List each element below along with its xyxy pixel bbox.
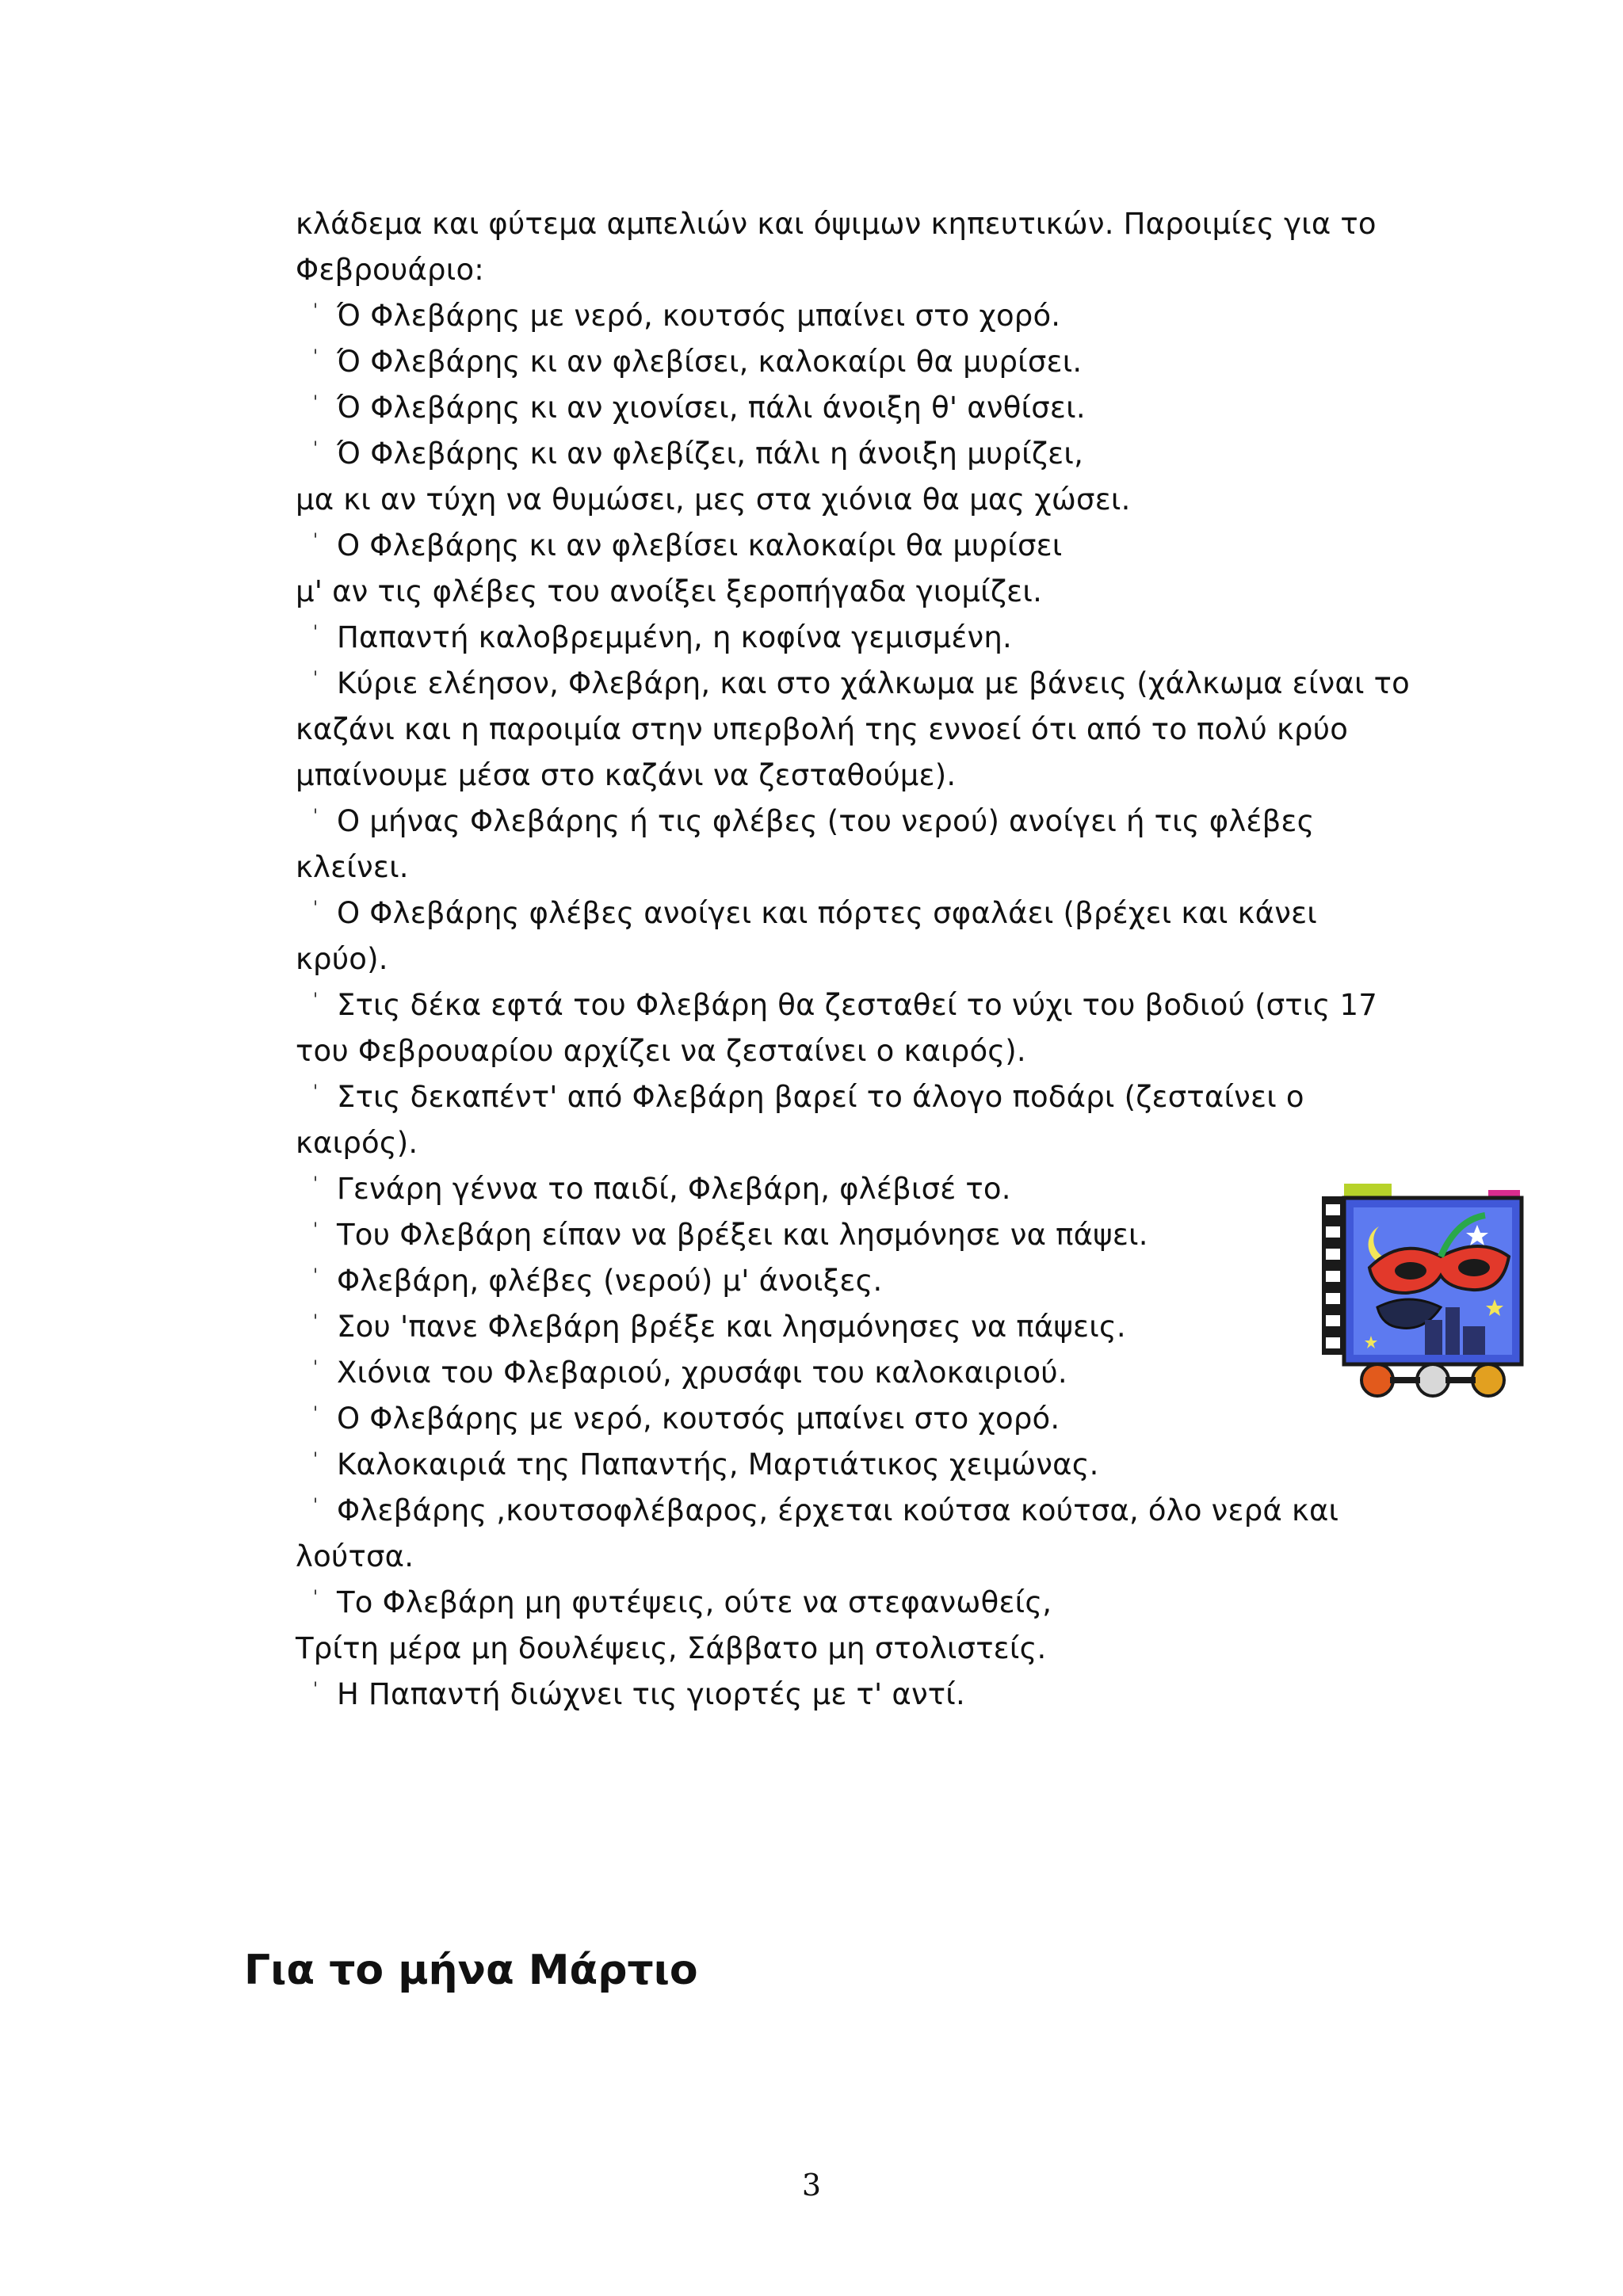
line-text: λούτσα. <box>296 1539 414 1573</box>
proverb-list-item <box>296 385 1405 431</box>
bullet-icon: ' <box>313 1174 319 1194</box>
proverb-list-item <box>296 1304 1405 1350</box>
line-text: Του Φλεβάρη είπαν να βρέξει και λησμόνησε να πάψει. <box>337 1218 1148 1252</box>
text-line <box>296 247 1405 293</box>
line-text: Ο μήνας Φλεβάρης ή τις φλέβες (του νερού) ανοίγει ή τις φλέβες <box>337 804 1315 838</box>
proverb-list-item <box>296 1258 1405 1304</box>
line-text: Στις δεκαπέντ' από Φλεβάρη βαρεί το άλογο ποδάρι (ζεσταίνει ο <box>337 1080 1304 1114</box>
proverb-list-item <box>296 339 1405 385</box>
line-text: μα κι αν τύχη να θυμώσει, μες στα χιόνια θα μας χώσει. <box>296 482 1131 517</box>
bullet-icon: ' <box>313 669 319 688</box>
line-text: κρύο). <box>296 942 388 976</box>
proverb-list-item <box>296 1488 1405 1534</box>
line-text: Ό Φλεβάρης με νερό, κουτσός μπαίνει στο χορό. <box>337 299 1061 333</box>
bullet-icon: ' <box>313 1496 319 1516</box>
bullet-icon: ' <box>313 1358 319 1378</box>
text-line <box>296 569 1405 615</box>
bullet-icon: ' <box>313 301 319 321</box>
bullet-icon: ' <box>313 1266 319 1286</box>
bullet-icon: ' <box>313 898 319 918</box>
bullet-icon: ' <box>313 1220 319 1240</box>
line-text: Ο Φλεβάρης με νερό, κουτσός μπαίνει στο χορό. <box>337 1402 1060 1436</box>
bullet-icon: ' <box>313 1450 319 1470</box>
bullet-icon: ' <box>313 1404 319 1424</box>
bullet-icon: ' <box>313 807 319 826</box>
line-text: μπαίνουμε μέσα στο καζάνι να ζεσταθούμε). <box>296 758 957 792</box>
line-text: κλάδεμα και φύτεμα αμπελιών και όψιμων κηπευτικών. Παροιμίες για το <box>296 207 1377 241</box>
text-line <box>296 201 1405 247</box>
bullet-icon: ' <box>313 393 319 413</box>
line-text: Σου 'πανε Φλεβάρη βρέξε και λησμόνησες να πάψεις. <box>337 1310 1126 1344</box>
line-text: Φλεβάρη, φλέβες (νερού) μ' άνοιξες. <box>337 1264 883 1298</box>
text-line <box>296 753 1405 799</box>
text-line <box>296 1120 1405 1166</box>
proverb-list-item <box>296 1580 1405 1626</box>
bullet-icon: ' <box>313 439 319 459</box>
line-text: Ο Φλεβάρης φλέβες ανοίγει και πόρτες σφαλάει (βρέχει και κάνει <box>337 896 1317 930</box>
bullet-icon: ' <box>313 1312 319 1332</box>
line-text: κλείνει. <box>296 850 409 884</box>
bullet-icon: ' <box>313 623 319 643</box>
text-line <box>296 477 1405 523</box>
line-text: Τρίτη μέρα μη δουλέψεις, Σάββατο μη στολιστείς. <box>296 1631 1047 1665</box>
proverb-list-item <box>296 523 1405 569</box>
bullet-icon: ' <box>313 1588 319 1608</box>
line-text: του Φεβρουαρίου αρχίζει να ζεσταίνει ο καιρός). <box>296 1034 1026 1068</box>
line-text: Χιόνια του Φλεβαριού, χρυσάφι του καλοκαιριού. <box>337 1356 1067 1390</box>
line-text: Καλοκαιριά της Παπαντής, Μαρτιάτικος χειμώνας. <box>337 1447 1099 1482</box>
carnival-mask-clipart-icon <box>1322 1180 1536 1402</box>
bullet-icon: ' <box>313 1680 319 1699</box>
text-line <box>296 936 1405 982</box>
line-text: Φεβρουάριο: <box>296 253 484 287</box>
proverb-list-item <box>296 1396 1405 1442</box>
line-text: Το Φλεβάρη μη φυτέψεις, ούτε να στεφανωθείς, <box>337 1585 1052 1619</box>
bullet-icon: ' <box>313 347 319 367</box>
page-number: 3 <box>801 2168 822 2203</box>
proverb-list-item <box>296 615 1405 661</box>
proverb-list-item <box>296 1350 1405 1396</box>
proverb-list-item <box>296 661 1410 707</box>
line-text: Παπαντή καλοβρεμμένη, η κοφίνα γεμισμένη. <box>337 620 1013 654</box>
proverb-list-item <box>296 982 1405 1028</box>
bullet-icon: ' <box>313 990 319 1010</box>
line-text: Στις δέκα εφτά του Φλεβάρη θα ζεσταθεί το νύχι του βοδιού (στις 17 <box>337 988 1377 1022</box>
section-heading: Για το μήνα Μάρτιο <box>244 1947 698 1994</box>
proverb-list-item <box>296 1166 1405 1212</box>
line-text: Ό Φλεβάρης κι αν φλεβίσει, καλοκαίρι θα μυρίσει. <box>337 345 1083 379</box>
line-text: Γενάρη γέννα το παιδί, Φλεβάρη, φλέβισέ το. <box>337 1172 1011 1206</box>
line-text: Ο Φλεβάρης κι αν φλεβίσει καλοκαίρι θα μυρίσει <box>337 528 1063 563</box>
bullet-icon: ' <box>313 531 319 551</box>
line-text: καζάνι και η παροιμία στην υπερβολή της εννοεί ότι από το πολύ κρύο <box>296 712 1349 746</box>
proverb-list-item <box>296 431 1405 477</box>
proverbs-text-block <box>296 201 1410 1718</box>
proverb-list-item <box>296 891 1405 936</box>
line-text: Ό Φλεβάρης κι αν χιονίσει, πάλι άνοιξη θ' ανθίσει. <box>337 391 1086 425</box>
proverb-list-item <box>296 1074 1405 1120</box>
line-text: Η Παπαντή διώχνει τις γιορτές με τ' αντί. <box>337 1677 965 1711</box>
proverb-list-item <box>296 799 1405 845</box>
line-text: Φλεβάρης ,κουτσοφλέβαρος, έρχεται κούτσα κούτσα, όλο νερά και <box>337 1493 1339 1527</box>
proverb-list-item <box>296 1212 1405 1258</box>
proverb-list-item <box>296 293 1405 339</box>
line-text: Ό Φλεβάρης κι αν φλεβίζει, πάλι η άνοιξη μυρίζει, <box>337 437 1084 471</box>
text-line <box>296 845 1405 891</box>
proverb-list-item <box>296 1672 1405 1718</box>
proverb-list-item <box>296 1442 1405 1488</box>
text-line <box>296 1626 1405 1672</box>
text-line <box>296 1028 1405 1074</box>
line-text: μ' αν τις φλέβες του ανοίξει ξεροπήγαδα γιομίζει. <box>296 574 1043 608</box>
bullet-icon: ' <box>313 1082 319 1102</box>
line-text: Κύριε ελέησον, Φλεβάρη, και στο χάλκωμα με βάνεις (χάλκωμα είναι το <box>337 666 1410 700</box>
text-line <box>296 707 1405 753</box>
line-text: καιρός). <box>296 1126 418 1160</box>
text-line <box>296 1534 1405 1580</box>
